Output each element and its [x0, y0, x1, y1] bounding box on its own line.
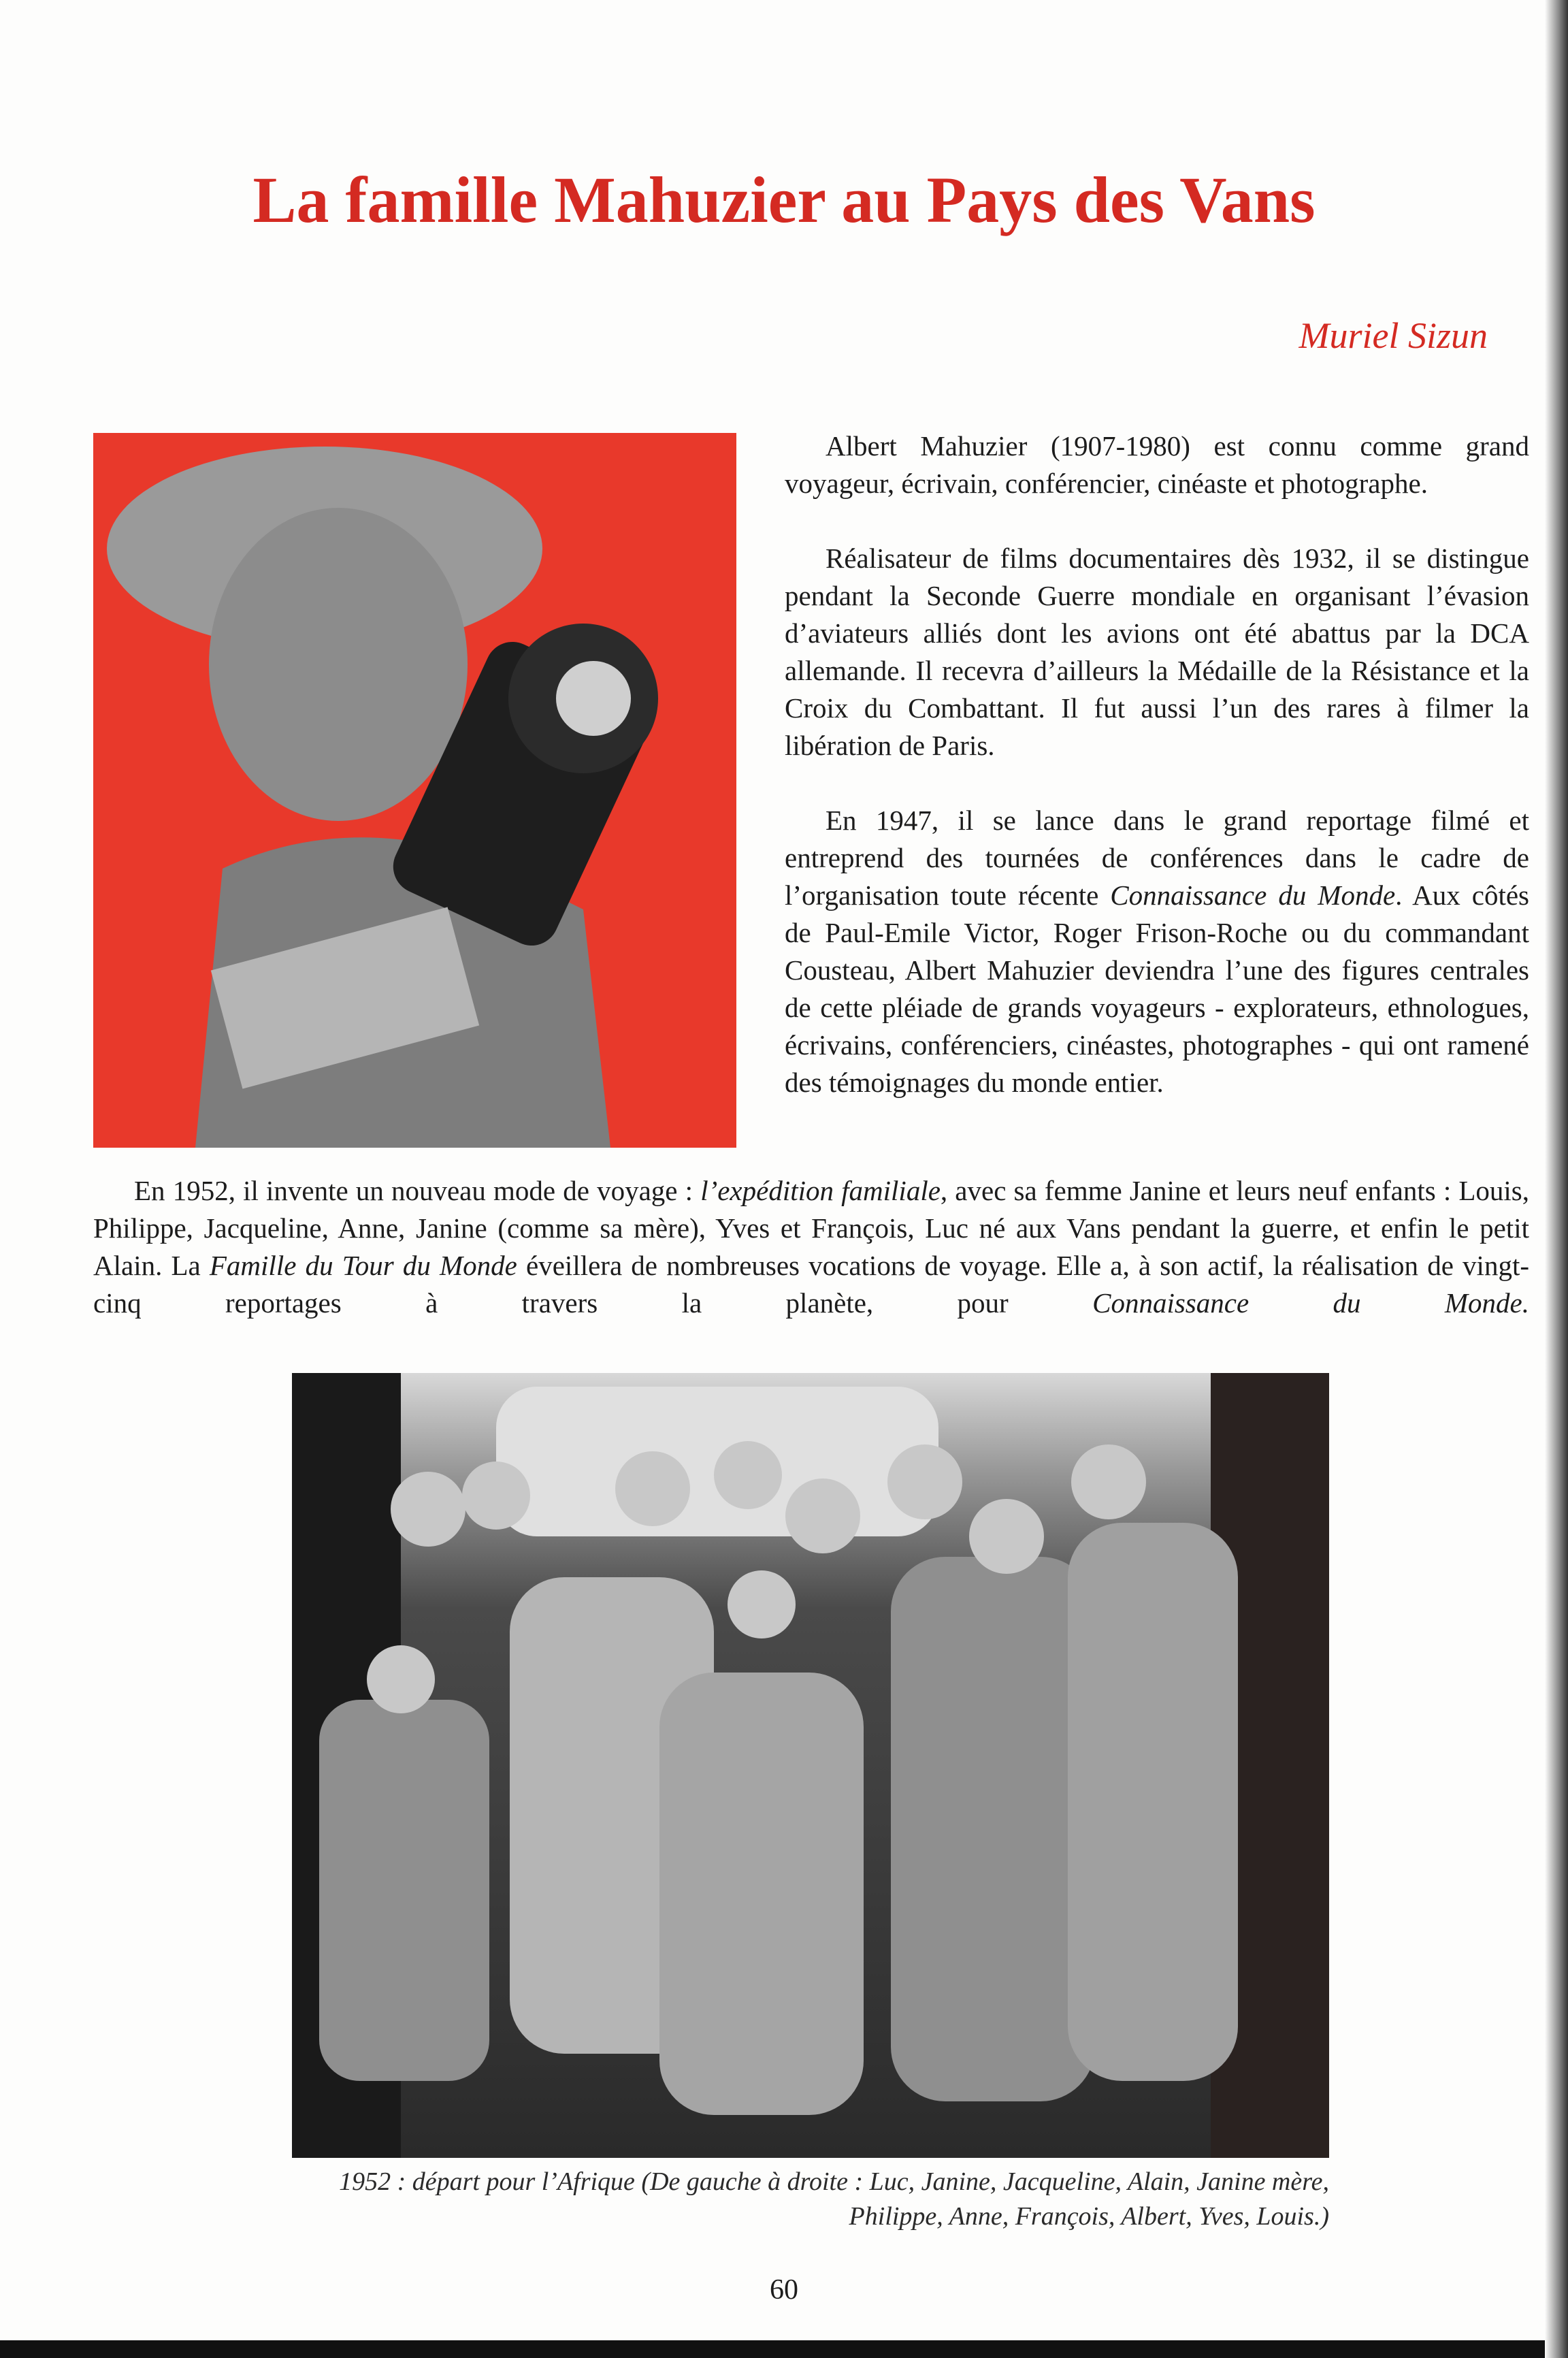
article-title: La famille Mahuzier au Pays des Vans	[252, 163, 1316, 236]
group-illustration	[292, 1373, 1329, 2158]
paragraph	[785, 540, 1529, 764]
scan-edge-right	[1545, 0, 1568, 2358]
text-run: Réalisateur de films documentaires dès 1932, il se distingue pendant la Seconde Guerre mondiale en organisant l’évasion d’aviateurs alliés dont les avions ont été abattus par la DCA allemande. Il recevra d’ailleurs la Médaille de la Résistance et la Croix du Combattant. Il fut aussi l’un des rares à filmer la libération de Paris.	[785, 543, 1529, 761]
text-run: En 1952, il invente un nouveau mode de voyage :	[134, 1175, 701, 1206]
intro-column	[785, 427, 1529, 1139]
text-run: . Aux côtés de Paul-Emile Victor, Roger Frison-Roche ou du commandant Cousteau, Albert Mahuzier deviendra l’une des figures centrales de cette pléiade de grands voyageurs - explorateurs, ethnologues, écrivains, conférenciers, cinéastes, photographes - qui ont ramené des témoignages du monde entier.	[785, 879, 1529, 1098]
author-name: Muriel Sizun	[1298, 315, 1488, 356]
portrait-illustration	[93, 433, 736, 1148]
italic-text: Famille du Tour du Monde	[209, 1250, 517, 1281]
portrait-photo-albert-mahuzier	[93, 433, 736, 1148]
expedition-paragraph	[93, 1172, 1529, 1322]
paragraph	[93, 1172, 1529, 1322]
page-number: 60	[770, 2274, 798, 2306]
text-run: éveillera de nombreuses vocations de voyage. Elle a, à son actif, la réalisation de vingt-cinq reportages à travers la planète, pour	[93, 1250, 1529, 1319]
text-run: , avec sa femme Janine et leurs neuf enfants : Louis, Philippe, Jacqueline, Anne, Janine (comme sa mère), Yves et François, Luc né aux Vans pendant la guerre, et enfin le petit Alain. La	[93, 1175, 1529, 1281]
text-run: En 1947, il se lance dans le grand reportage filmé et entreprend des tournées de conférences dans le cadre de l’organisation toute récente	[785, 805, 1529, 911]
scan-edge-bottom	[0, 2340, 1568, 2358]
paragraph	[785, 802, 1529, 1101]
italic-text: l’expédition familiale	[700, 1175, 941, 1206]
paragraph	[785, 427, 1529, 502]
photo-caption: 1952 : départ pour l’Afrique (De gauche à droite : Luc, Janine, Jacqueline, Alain, Janine mère, Philippe, Anne, François, Albert, Yves, Louis.)	[339, 2167, 1329, 2231]
italic-text: Connaissance du Monde.	[1092, 1287, 1529, 1319]
italic-text: Connaissance du Monde	[1110, 879, 1396, 911]
family-group-photo	[292, 1373, 1329, 2158]
text-run: Albert Mahuzier (1907-1980) est connu comme grand voyageur, écrivain, conférencier, cinéaste et photographe.	[785, 430, 1529, 499]
